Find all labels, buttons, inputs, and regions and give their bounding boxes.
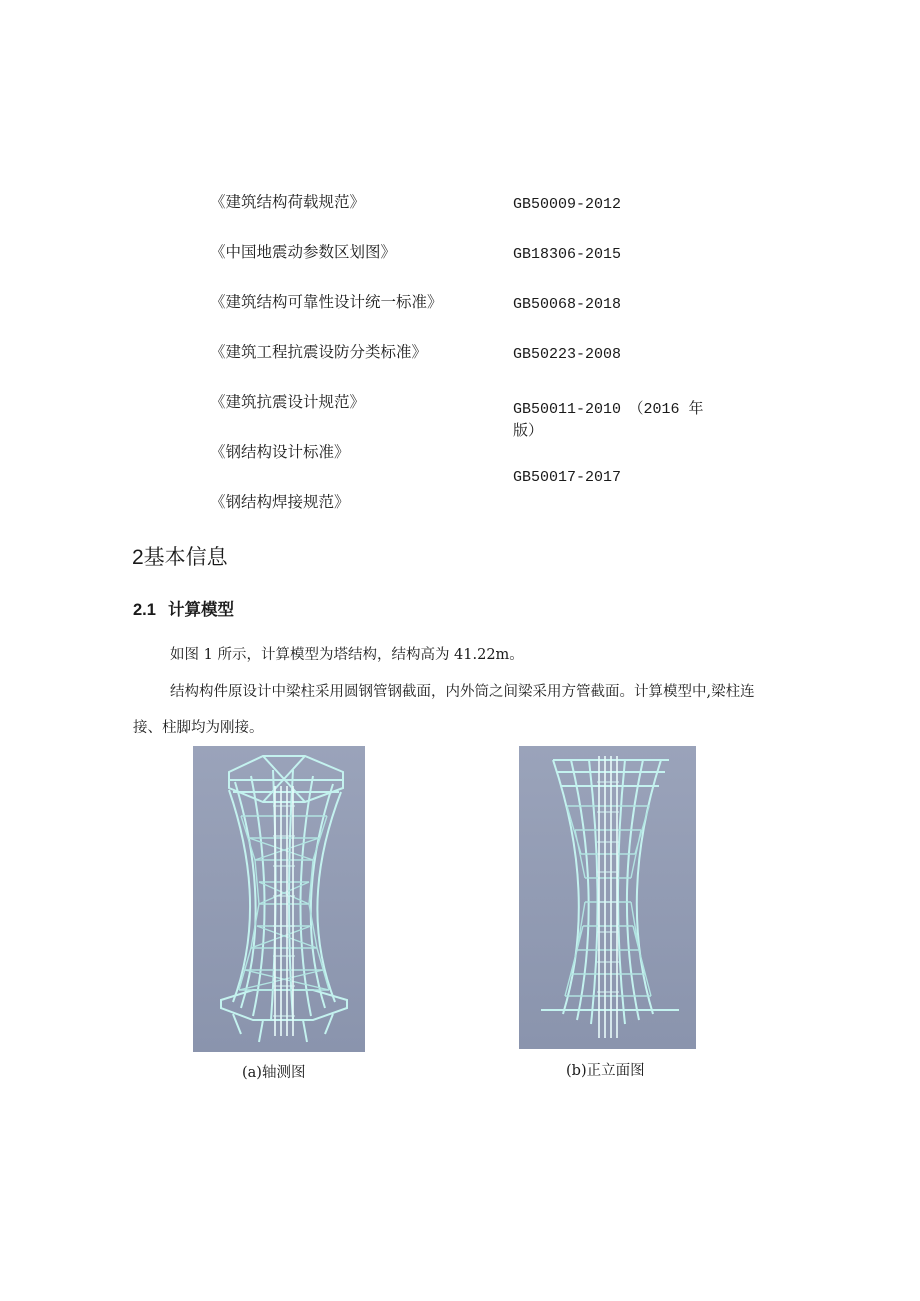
elevation-tower-drawing (519, 746, 696, 1049)
subsection-title: 计算模型 (167, 601, 234, 619)
paragraph: 接、柱脚均为刚接。 (133, 720, 264, 736)
figure-caption-a: (a)轴测图 (242, 1065, 306, 1081)
standard-code: GB50011-2010 （2016 年 (513, 401, 704, 418)
paragraph: 如图 1 所示，计算模型为塔结构，结构高为 41.22m。 (170, 647, 524, 663)
standard-code: GB18306-2015 (513, 246, 622, 263)
standard-name: 《钢结构设计标准》 (210, 443, 350, 461)
standard-name: 《建筑抗震设计规范》 (210, 393, 366, 411)
standard-code: GB50009-2012 (513, 196, 622, 213)
standard-name: 《钢结构焊接规范》 (210, 493, 350, 511)
standard-name: 《建筑结构可靠性设计统一标准》 (210, 293, 443, 311)
subsection-heading (133, 596, 234, 620)
subsection-number: 2.1 (133, 601, 156, 619)
paragraph: 结构构件原设计中梁柱采用圆钢管钢截面，内外筒之间梁采用方管截面。计算模型中,梁柱连 (170, 684, 755, 700)
standard-code-continuation: 版） (513, 423, 544, 440)
standard-code: GB50068-2018 (513, 296, 622, 313)
standard-name: 《建筑结构荷载规范》 (210, 193, 366, 211)
standard-code: GB50223-2008 (513, 346, 622, 363)
standard-code: GB50017-2017 (513, 469, 622, 486)
standard-name: 《建筑工程抗震设防分类标准》 (210, 343, 428, 361)
isometric-view-figure (193, 746, 365, 1052)
standard-name: 《中国地震动参数区划图》 (210, 243, 397, 261)
section-heading: 2基本信息 (132, 546, 228, 569)
isometric-tower-drawing (193, 746, 365, 1052)
figure-caption-b: (b)正立面图 (566, 1063, 645, 1079)
front-elevation-figure (519, 746, 696, 1049)
